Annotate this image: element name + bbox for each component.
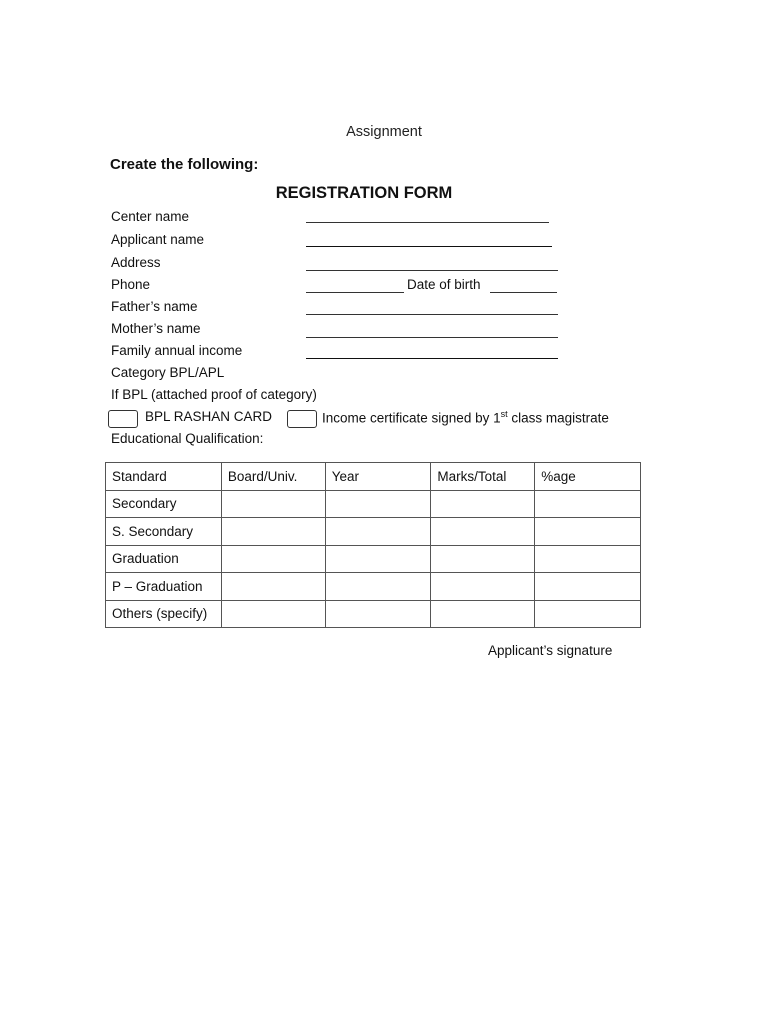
table-row <box>106 518 641 546</box>
bpl-card-checkbox[interactable] <box>108 410 138 428</box>
table-cell[interactable] <box>325 545 431 573</box>
applicant-name-line[interactable] <box>306 246 552 247</box>
table-cell[interactable] <box>221 573 325 601</box>
mothers-name-line[interactable] <box>306 337 558 338</box>
column-header: Standard <box>106 463 222 491</box>
fathers-name-label: Father’s name <box>111 299 198 314</box>
table-cell[interactable] <box>221 545 325 573</box>
phone-label: Phone <box>111 277 151 292</box>
table-cell[interactable] <box>431 545 535 573</box>
column-header: Year <box>325 463 431 491</box>
table-cell[interactable] <box>535 490 641 518</box>
center-name-label: Center name <box>111 209 190 224</box>
income-cert-suffix: class magistrate <box>507 410 609 426</box>
table-cell[interactable] <box>325 600 431 628</box>
category-label: Category BPL/APL <box>111 365 225 380</box>
income-cert-prefix: Income certificate signed by 1 <box>322 410 501 426</box>
table-cell[interactable] <box>325 518 431 546</box>
table-row <box>106 490 641 518</box>
table-cell[interactable] <box>431 518 535 546</box>
table-cell[interactable] <box>535 573 641 601</box>
table-cell[interactable] <box>535 600 641 628</box>
table-header-row <box>106 463 641 491</box>
address-label: Address <box>111 255 161 270</box>
assignment-heading: Assignment <box>346 124 422 140</box>
income-cert-checkbox[interactable] <box>287 410 317 428</box>
table-cell[interactable] <box>325 490 431 518</box>
column-header: Marks/Total <box>431 463 535 491</box>
table-cell[interactable] <box>431 600 535 628</box>
row-label: P – Graduation <box>106 573 222 601</box>
row-label: Secondary <box>106 490 222 518</box>
instruction-text: Create the following: <box>110 156 259 173</box>
table-cell[interactable] <box>535 545 641 573</box>
family-income-label: Family annual income <box>111 343 243 358</box>
table-row <box>106 600 641 628</box>
column-header: Board/Univ. <box>221 463 325 491</box>
table-cell[interactable] <box>431 490 535 518</box>
form-title-text: REGISTRATION FORM <box>275 184 453 202</box>
table-row <box>106 573 641 601</box>
applicant-name-label: Applicant name <box>111 232 205 247</box>
mothers-name-label: Mother’s name <box>111 321 201 336</box>
qualification-label: Educational Qualification: <box>111 431 264 446</box>
table-cell[interactable] <box>431 573 535 601</box>
table-cell[interactable] <box>221 600 325 628</box>
bpl-card-label: BPL RASHAN CARD <box>145 409 273 424</box>
qualification-table <box>105 462 641 628</box>
table-cell[interactable] <box>325 573 431 601</box>
date-of-birth-line[interactable] <box>490 292 557 293</box>
fathers-name-line[interactable] <box>306 314 558 315</box>
income-cert-sup: st <box>500 409 508 419</box>
row-label: S. Secondary <box>106 518 222 546</box>
table-row <box>106 545 641 573</box>
center-name-line[interactable] <box>306 222 549 223</box>
table-cell[interactable] <box>535 518 641 546</box>
applicant-signature-label: Applicant’s signature <box>488 643 613 658</box>
form-title <box>0 184 728 203</box>
column-header: %age <box>535 463 641 491</box>
family-income-line[interactable] <box>306 358 558 359</box>
if-bpl-label: If BPL (attached proof of category) <box>111 387 317 402</box>
date-of-birth-label: Date of birth <box>407 277 481 292</box>
row-label: Others (specify) <box>106 600 222 628</box>
phone-line[interactable] <box>306 292 404 293</box>
table-cell[interactable] <box>221 518 325 546</box>
address-line[interactable] <box>306 270 558 271</box>
income-cert-label <box>322 409 609 426</box>
row-label: Graduation <box>106 545 222 573</box>
table-cell[interactable] <box>221 490 325 518</box>
